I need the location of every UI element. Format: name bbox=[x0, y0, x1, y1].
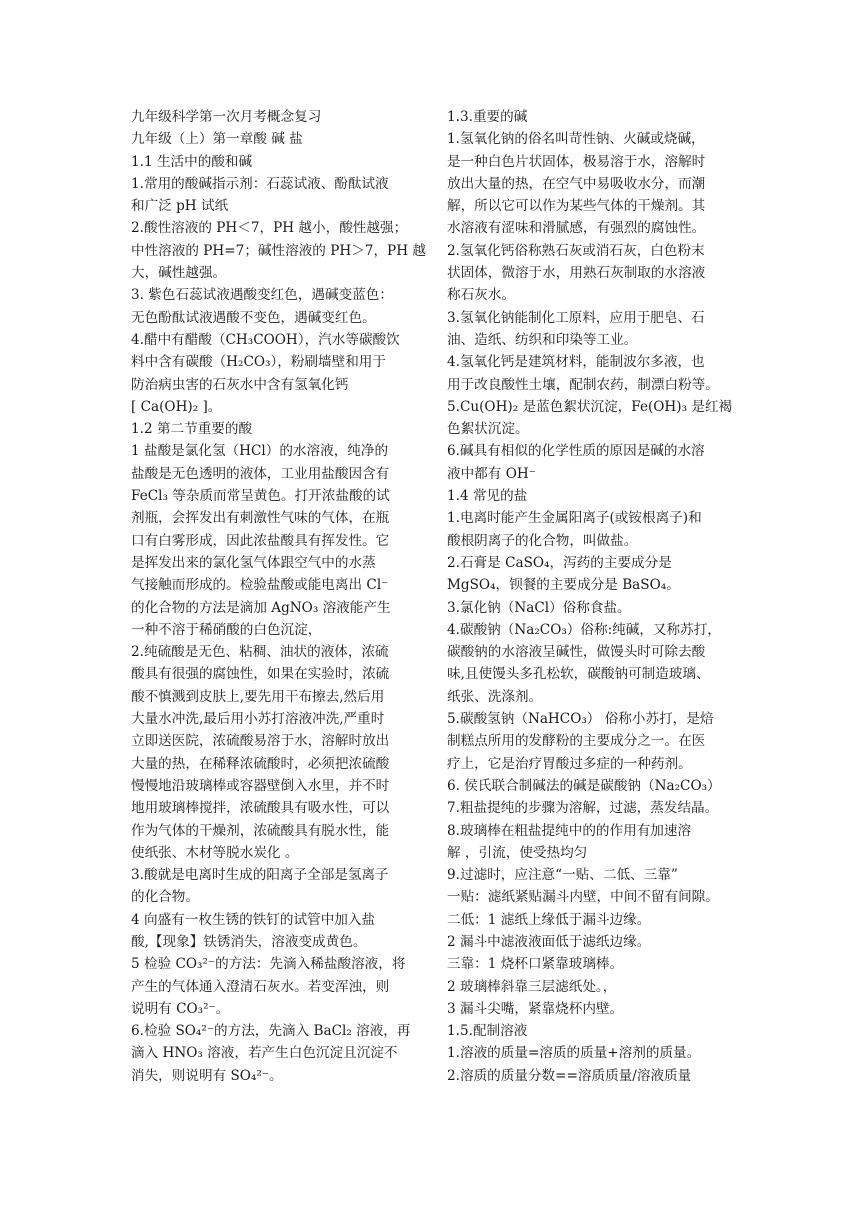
text-line: 2 玻璃棒斜靠三层滤纸处。， bbox=[447, 978, 617, 995]
text-line: 是一种白色片状固体，极易溶于水，溶解时 bbox=[447, 153, 706, 170]
text-line: 慢慢地沿玻璃棒或容器壁倒入水里，并不时 bbox=[131, 777, 390, 794]
text-line: FeCl₃ 等杂质而常呈黄色。打开浓盐酸的试 bbox=[131, 488, 390, 505]
text-line: 1.5.配制溶液 bbox=[447, 1023, 528, 1040]
text-line: 立即送医院，浓硫酸易溶于水，溶解时放出 bbox=[131, 733, 390, 750]
text-line: 酸,【现象】铁锈消失，溶液变成黄色。 bbox=[131, 933, 367, 950]
text-line: 剂瓶，会挥发出有刺激性气味的气体，在瓶 bbox=[131, 510, 390, 527]
text-line: 1.电离时能产生金属阳离子(或铵根离子)和 bbox=[447, 510, 702, 527]
left-column bbox=[131, 106, 431, 1087]
text-line: 状固体，微溶于水，用熟石灰制取的水溶液 bbox=[447, 265, 706, 282]
text-line: 解 ，引流，使受热均匀 bbox=[447, 844, 588, 861]
text-line: 2.酸性溶液的 PH＜7，PH 越小，酸性越强； bbox=[131, 220, 408, 237]
text-line: 3.氯化钠（NaCl）俗称食盐。 bbox=[447, 599, 631, 616]
text-line: 酸不慎溅到皮肤上,要先用干布擦去,然后用 bbox=[131, 688, 385, 705]
text-line: 的化合物的方法是滴加 AgNO₃ 溶液能产生 bbox=[131, 599, 391, 616]
text-line: 九年级（上）第一章酸 碱 盐 bbox=[131, 131, 303, 148]
text-line: 5.Cu(OH)₂ 是蓝色絮状沉淀，Fe(OH)₃ 是红褐 bbox=[447, 398, 733, 415]
text-line: 称石灰水。 bbox=[447, 287, 515, 304]
text-line: 滴入 HNO₃ 溶液，若产生白色沉淀且沉淀不 bbox=[131, 1045, 398, 1062]
text-line: 3 漏斗尖嘴，紧靠烧杯内壁。 bbox=[447, 1000, 624, 1017]
text-line: 疗上，它是治疗胃酸过多症的一种药剂。 bbox=[447, 755, 692, 772]
text-line: 1.1 生活中的酸和碱 bbox=[131, 153, 253, 170]
text-line: 说明有 CO₃²⁻。 bbox=[131, 1000, 230, 1017]
text-line: 4.醋中有醋酸（CH₃COOH），汽水等碳酸饮 bbox=[131, 331, 400, 348]
text-line: 大量的热，在稀释浓硫酸时，必须把浓硫酸 bbox=[131, 755, 390, 772]
text-line: 制糕点所用的发酵粉的主要成分之一。在医 bbox=[447, 733, 706, 750]
text-line: 2.溶质的质量分数==溶质质量/溶液质量 bbox=[447, 1067, 692, 1084]
text-line: 水溶液有涩味和滑腻感，有强烈的腐蚀性。 bbox=[447, 220, 706, 237]
text-line: 2.氢氧化钙俗称熟石灰或消石灰，白色粉末 bbox=[447, 242, 705, 259]
text-line: 5.碳酸氢钠（NaHCO₃） 俗称小苏打，是焙 bbox=[447, 711, 714, 728]
text-line: 6.检验 SO₄²⁻的方法，先滴入 BaCl₂ 溶液，再 bbox=[131, 1023, 411, 1040]
text-line: 1 盐酸是氯化氢（HCl）的水溶液，纯净的 bbox=[131, 443, 389, 460]
text-line: 1.3.重要的碱 bbox=[447, 109, 528, 125]
text-line: 一种不溶于稀硝酸的白色沉淀， bbox=[131, 621, 322, 638]
text-line: 产生的气体通入澄清石灰水。若变浑浊，则 bbox=[131, 978, 390, 995]
text-line: 大量水冲洗,最后用小苏打溶液冲洗,严重时 bbox=[131, 711, 385, 728]
text-line: 3.酸就是电离时生成的阳离子全部是氢离子 bbox=[131, 867, 389, 884]
text-line: 6.碱具有相似的化学性质的原因是碱的水溶 bbox=[447, 443, 705, 460]
text-line: 6. 侯氏联合制碱法的碱是碳酸钠（Na₂CO₃） bbox=[447, 777, 721, 794]
right-column bbox=[447, 106, 731, 1087]
text-line: 8.玻璃棒在粗盐提纯中的的作用有加速溶 bbox=[447, 822, 692, 839]
text-line: 无色酚酞试液遇酸不变色，遇碱变红色。 bbox=[131, 309, 376, 326]
text-line: 3.氢氧化钠能制化工原料，应用于肥皂、石 bbox=[447, 309, 705, 326]
text-line: 是挥发出来的氯化氢气体跟空气中的水蒸 bbox=[131, 554, 376, 571]
text-line: 一贴：滤纸紧贴漏斗内壁，中间不留有间隙。 bbox=[447, 889, 719, 906]
text-line: 的化合物。 bbox=[131, 889, 199, 906]
text-line: 消失，则说明有 SO₄²⁻。 bbox=[131, 1067, 283, 1084]
text-line: 色絮状沉淀。 bbox=[447, 421, 529, 438]
text-line: 作为气体的干燥剂，浓硫酸具有脱水性，能 bbox=[131, 822, 390, 839]
text-line: 解，所以它可以作为某些气体的干燥剂。其 bbox=[447, 198, 706, 215]
text-line: 液中都有 OH⁻ bbox=[447, 465, 536, 482]
text-line: 7.粗盐提纯的步骤为溶解，过滤，蒸发结晶。 bbox=[447, 800, 719, 817]
text-line: 大，碱性越强。 bbox=[131, 265, 227, 282]
text-line: 碳酸钠的水溶液呈碱性，做馒头时可除去酸 bbox=[447, 644, 706, 661]
text-line: 盐酸是无色透明的液体，工业用盐酸因含有 bbox=[131, 465, 390, 482]
text-line: 二低：1 滤纸上缘低于漏斗边缘。 bbox=[447, 911, 651, 928]
text-line: 口有白雾形成，因此浓盐酸具有挥发性。它 bbox=[131, 532, 390, 549]
text-line: 2.石膏是 CaSO₄，泻药的主要成分是 bbox=[447, 554, 672, 571]
text-line: 油、造纸、纺织和印染等工业。 bbox=[447, 331, 638, 348]
text-line: 9.过滤时，应注意“一贴、二低、三靠” bbox=[447, 867, 678, 884]
text-line: 防治病虫害的石灰水中含有氢氧化钙 bbox=[131, 376, 349, 393]
text-line: 4.氢氧化钙是建筑材料，能制波尔多液，也 bbox=[447, 354, 705, 371]
text-line: 2 漏斗中滤液液面低于滤纸边缘。 bbox=[447, 933, 651, 950]
text-line: [ Ca(OH)₂ ]。 bbox=[131, 398, 222, 415]
text-line: 酸具有很强的腐蚀性，如果在实验时，浓硫 bbox=[131, 666, 390, 683]
text-line: 1.2 第二节重要的酸 bbox=[131, 421, 253, 438]
text-line: 酸根阴离子的化合物，叫做盐。 bbox=[447, 532, 638, 549]
text-line: MgSO₄，钡餐的主要成分是 BaSO₄。 bbox=[447, 577, 680, 594]
text-line: 中性溶液的 PH=7；碱性溶液的 PH＞7，PH 越 bbox=[131, 242, 426, 259]
text-line: 九年级科学第一次月考概念复习 bbox=[131, 109, 322, 125]
text-line: 放出大量的热，在空气中易吸收水分，而潮 bbox=[447, 175, 706, 192]
text-line: 味,且使馒头多孔松软，碳酸钠可制造玻璃、 bbox=[447, 666, 710, 683]
text-line: 地用玻璃棒搅拌，浓硫酸具有吸水性，可以 bbox=[131, 800, 390, 817]
text-line: 5 检验 CO₃²⁻的方法：先滴入稀盐酸溶液，将 bbox=[131, 956, 406, 973]
text-line: 纸张、洗涤剂。 bbox=[447, 688, 543, 705]
text-line: 用于改良酸性土壤，配制农药，制漂白粉等。 bbox=[447, 376, 719, 393]
text-line: 1.溶液的质量=溶质的质量+溶剂的质量。 bbox=[447, 1045, 701, 1062]
text-line: 三靠：1 烧杯口紧靠玻璃棒。 bbox=[447, 956, 624, 973]
text-line: 1.氢氧化钠的俗名叫苛性钠、火碱或烧碱， bbox=[447, 131, 705, 148]
text-line: 气接触而形成的。检验盐酸或能电离出 Cl⁻ bbox=[131, 577, 389, 594]
text-line: 和广泛 pH 试纸 bbox=[131, 198, 229, 215]
text-line: 1.常用的酸碱指示剂：石蕊试液、酚酞试液 bbox=[131, 175, 389, 192]
text-line: 4.碳酸钠（Na₂CO₃）俗称:纯碱，又称苏打， bbox=[447, 621, 721, 638]
text-line: 2.纯硫酸是无色、粘稠、油状的液体，浓硫 bbox=[131, 644, 389, 661]
text-line: 4 向盛有一枚生锈的铁钉的试管中加入盐 bbox=[131, 911, 376, 928]
text-line: 3. 紫色石蕊试液遇酸变红色，遇碱变蓝色： bbox=[131, 287, 393, 304]
text-line: 1.4 常见的盐 bbox=[447, 488, 528, 505]
text-line: 料中含有碳酸（H₂CO₃），粉刷墙壁和用于 bbox=[131, 354, 386, 371]
text-line: 使纸张、木材等脱水炭化 。 bbox=[131, 844, 299, 861]
